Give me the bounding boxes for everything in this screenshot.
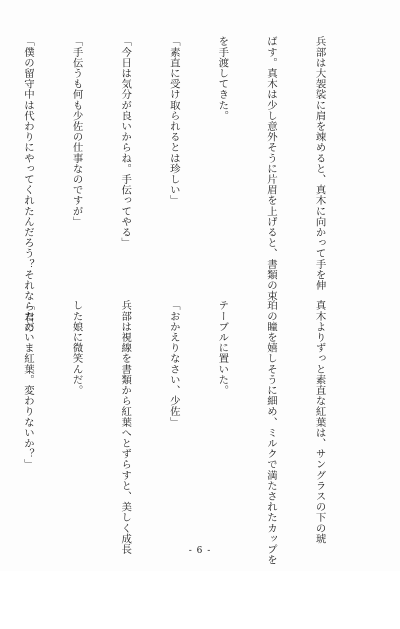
paragraph-line: 珀の瞳を嬉しそうに細め、ミルクで満たされたカップを (264, 300, 277, 565)
paragraph-line: 「今日は気分が良いからね。手伝ってやる」 (119, 36, 132, 248)
paragraph-line: を手渡してきた。 (216, 36, 229, 121)
paragraph-line: 「手伝うも何も少佐の仕事なのですが」 (70, 36, 83, 227)
page-number: ‐ 6 ‐ (188, 546, 212, 556)
paragraph-line: 「僕の留守中は代わりにやってくれたんだろう？それなら君の (21, 36, 34, 333)
text-block-upper (0, 36, 360, 333)
text-block-lower (0, 300, 360, 565)
paragraph-line: 兵部は視線を書類から紅葉へとずらすと、美しく成長 (119, 300, 132, 555)
paragraph-line: テーブルに置いた。 (216, 300, 229, 396)
paragraph-line: 「おかえりなさい、少佐」 (167, 300, 180, 428)
paragraph-line: 「素直に受け取られるとは珍しい」 (167, 36, 180, 206)
paragraph-line: ばす。真木は少し意外そうに片眉を上げると、書類の束 (264, 36, 277, 301)
paragraph-line: した娘に微笑んだ。 (70, 300, 83, 396)
paragraph-line: 真木よりずっと素直な紅葉は、サングラスの下の琥 (313, 300, 326, 544)
paragraph-line: 「ただいま紅葉。変わりないか？」 (21, 300, 34, 470)
paragraph-line: 兵部は大袈裟に肩を竦めると、真木に向かって手を伸 (313, 36, 326, 291)
